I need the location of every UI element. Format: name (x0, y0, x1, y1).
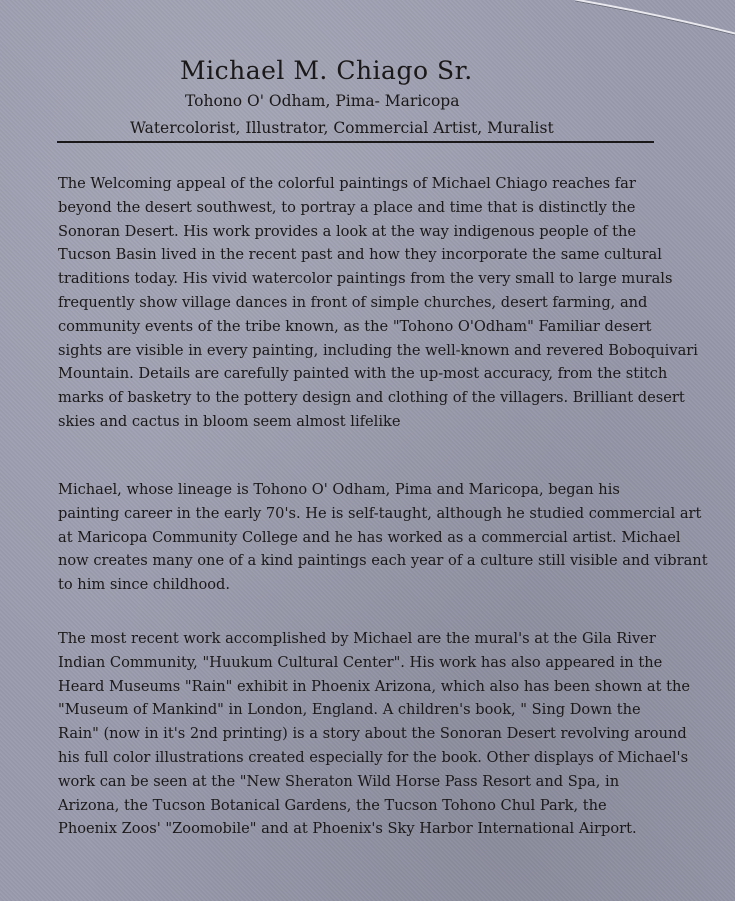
hanging-wire (535, 0, 735, 40)
artist-tribe: Tohono O' Odham, Pima- Maricopa (185, 92, 460, 110)
artist-roles: Watercolorist, Illustrator, Commercial Artist, Muralist (130, 119, 554, 137)
paragraph-recent-work: The most recent work accomplished by Michael are the mural's at the Gila River Indian Community, "Huukum Cultural Center". His work has also appeared in the Heard Museums "Rain" exhibit in Phoenix Arizona, which also has been shown at the "Museum of Mankind" in London, England. A children's book, " Sing Down the Rain" (now in it's 2nd printing) is a story about the Sonoran Desert revolving around his full color illustrations created especially for the book. Other displays of Michael's work can be seen at the "New Sheraton Wild Horse Pass Resort and Spa, in Arizona, the Tucson Botanical Gardens, the Tucson Tohono Chul Park, the Phoenix Zoos' "Zoomobile" and at Phoenix's Sky Harbor International Airport. (58, 630, 691, 838)
artist-name: Michael M. Chiago Sr. (180, 56, 473, 85)
paragraph-intro: The Welcoming appeal of the colorful paintings of Michael Chiago reaches far beyond the desert southwest, to portray a place and time that is distinctly the Sonoran Desert. His work provides a look at the way indigenous people of the Tucson Basin lived in the recent past and how they incorporate the same cultural traditions today. His vivid watercolor paintings from the very small to large murals frequently show village dances in front of simple churches, desert farming, and community events of the tribe known, as the "Tohono O'Odham" Familiar desert sights are visible in every painting, including the well-known and revered Boboquivari Mountain. Details are carefully painted with the up-most accuracy, from the stitch marks of basketry to the pottery design and clothing of the villagers. Brilliant desert skies and cactus in bloom seem almost lifelike (58, 175, 698, 430)
header-divider (57, 141, 654, 143)
paragraph-biography: Michael, whose lineage is Tohono O' Odham, Pima and Maricopa, began his painting career in the early 70's. He is self-taught, although he studied commercial art at Maricopa Community College and he has worked as a commercial artist. Michael now creates many one of a kind paintings each year of a culture still visible and vibrant to him since childhood. (58, 481, 708, 594)
plaque-header (0, 52, 735, 142)
